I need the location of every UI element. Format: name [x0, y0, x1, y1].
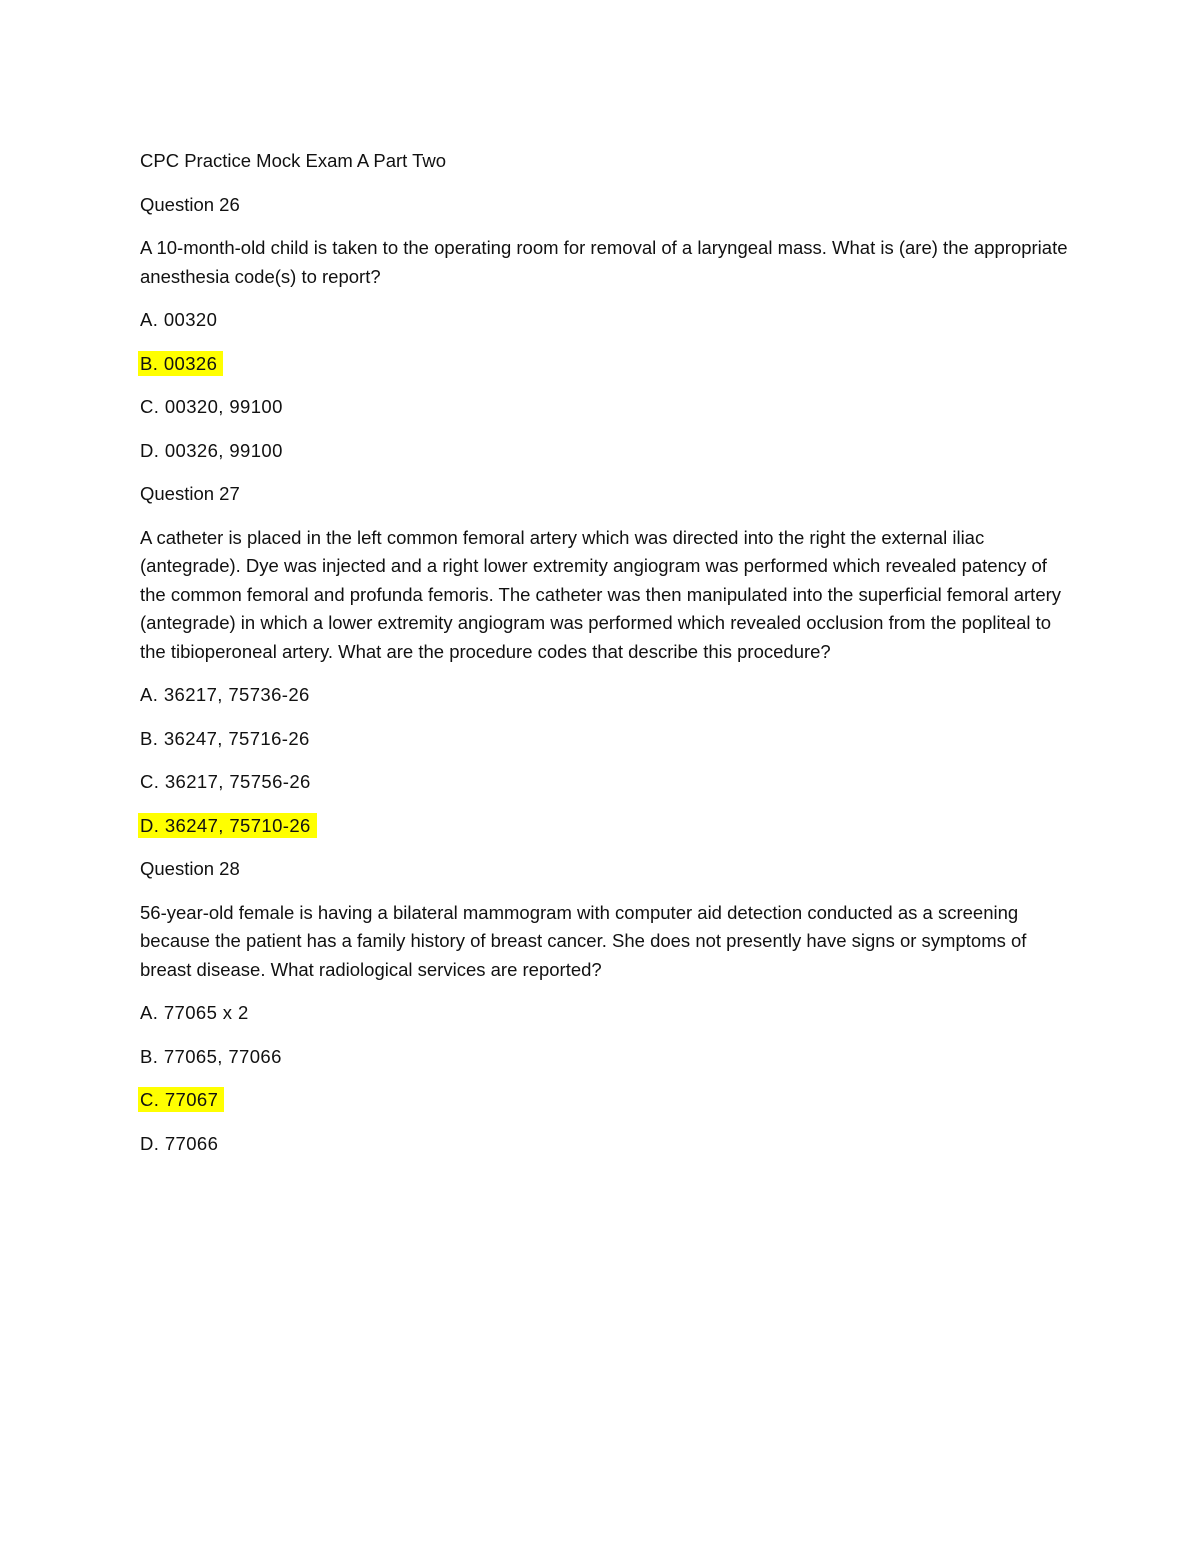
answer-option: A. 77065 x 2: [140, 1002, 249, 1023]
answer-option: A. 36217, 75736-26: [140, 684, 310, 705]
answer-option: A. 00320: [140, 309, 218, 330]
answer-option-highlighted: D. 36247, 75710-26: [138, 813, 317, 838]
answer-option-highlighted: B. 00326: [138, 351, 223, 376]
question-text: A 10-month-old child is taken to the operating room for removal of a laryngeal mass. What is (are) the appropriate anesthesia code(s) to report?: [140, 237, 1068, 287]
document-body: [140, 147, 1070, 1173]
document-title: CPC Practice Mock Exam A Part Two: [140, 150, 447, 171]
answer-option: C. 00320, 99100: [140, 396, 283, 417]
answer-option: D. 77066: [140, 1132, 219, 1154]
question-heading: Question 26: [140, 193, 240, 215]
answer-option: C. 36217, 75756-26: [140, 771, 311, 792]
question-text: 56-year-old female is having a bilateral mammogram with computer aid detection conducted as a screening because the patient has a family history of breast cancer. She does not presently have signs or symptoms of breast disease. What radiological services are reported?: [140, 901, 1027, 980]
question-text: A catheter is placed in the left common femoral artery which was directed into the right the external iliac (antegrade). Dye was injected and a right lower extremity angiogram was performed which revealed patency of the common femoral and profunda femoris. The catheter was then manipulated into the superficial femoral artery (antegrade) in which a lower extremity angiogram was performed which revealed occlusion from the popliteal to the tibioperoneal artery. What are the procedure codes that describe this procedure?: [140, 526, 1062, 662]
answer-option-highlighted: C. 77067: [138, 1087, 224, 1112]
question-heading: Question 28: [140, 858, 240, 879]
question-heading: Question 27: [140, 483, 240, 504]
answer-option: B. 77065, 77066: [140, 1045, 282, 1067]
answer-option: B. 36247, 75716-26: [140, 727, 310, 749]
answer-option: D. 00326, 99100: [140, 439, 283, 461]
